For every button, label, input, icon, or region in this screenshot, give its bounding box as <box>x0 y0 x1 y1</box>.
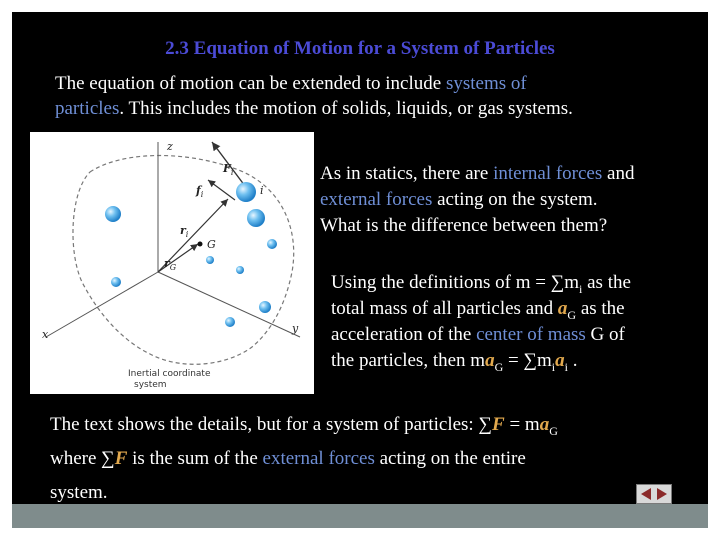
statics-line-2 <box>320 187 598 213</box>
accel-sub-4: G <box>549 423 558 438</box>
next-slide-icon[interactable] <box>655 487 669 501</box>
particle <box>225 317 235 327</box>
accel-symbol-4: a <box>539 414 550 435</box>
summary-line-2 <box>50 446 526 472</box>
intro-highlight-2: particles <box>55 98 120 119</box>
external-forces-term: external forces <box>320 189 433 210</box>
summary-text-2c: acting on the entire <box>374 448 526 469</box>
def-sum: ∑m <box>550 272 580 293</box>
intro-line-2 <box>55 96 573 122</box>
mass-sub: i <box>551 359 556 374</box>
statics-line-3: What is the difference between them? <box>320 215 608 236</box>
accel-symbol-3: a <box>555 350 565 371</box>
figure-svg <box>30 132 314 394</box>
particle <box>236 266 244 274</box>
intro-text-2: . This includes the motion of solids, liquids, or gas systems. <box>119 98 573 119</box>
slide-title: 2.3 Equation of Motion for a System of Particles <box>165 38 555 59</box>
accel-sub: G <box>567 307 577 322</box>
fi-vector <box>208 180 235 200</box>
def-text-3b: G of <box>585 324 625 345</box>
center-of-mass <box>198 242 203 247</box>
accel-sub-2: G <box>494 359 504 374</box>
accel-symbol-2: a <box>485 350 495 371</box>
external-forces-term-2: external forces <box>262 448 375 469</box>
def-sub: i <box>579 281 583 296</box>
intro-text: The equation of motion can be extended to include <box>55 73 446 94</box>
summary-line-3: system. <box>50 482 108 503</box>
statics-text-2: acting on the system. <box>432 189 598 210</box>
particle <box>206 256 214 264</box>
definitions-line-4 <box>331 348 577 380</box>
summary-text-2: where ∑ <box>50 448 115 469</box>
previous-slide-icon[interactable] <box>639 487 653 501</box>
label-i: i <box>260 184 264 197</box>
def-text-b: as the <box>582 272 631 293</box>
particle <box>267 239 277 249</box>
intro-line-1 <box>55 71 527 97</box>
summary-text-b: = m <box>504 414 540 435</box>
def-text-2b: as the <box>576 298 625 319</box>
accel-symbol: a <box>557 298 568 319</box>
frame-label-2: system <box>134 380 167 390</box>
internal-forces-term: internal forces <box>493 163 603 184</box>
force-symbol: F <box>492 414 505 435</box>
label-fi: $f_i$ <box>196 184 204 199</box>
statics-text: As in statics, there are <box>320 163 494 184</box>
center-of-mass-term: center of mass <box>476 324 586 345</box>
force-symbol-2: F <box>114 448 128 469</box>
statics-text-end: and <box>602 163 635 184</box>
label-x: x <box>42 328 49 341</box>
accel-sub-3: i <box>564 359 568 374</box>
def-text-4: the particles, then m <box>331 350 486 371</box>
label-y: y <box>292 322 299 335</box>
summary-text: The text shows the details, but for a system of particles: ∑ <box>50 414 493 435</box>
bottom-bar <box>12 504 708 528</box>
label-G: G <box>207 238 216 251</box>
intro-highlight: systems of <box>445 73 527 94</box>
particle <box>259 301 271 313</box>
label-z: z <box>167 140 173 153</box>
def-text: Using the definitions of m = <box>331 272 551 293</box>
def-text-4c: . <box>567 350 578 371</box>
particle <box>105 206 121 222</box>
particle-i <box>236 182 256 202</box>
x-axis <box>46 272 158 337</box>
particle <box>247 209 265 227</box>
def-text-4b: = ∑m <box>503 350 552 371</box>
slide-navigation <box>636 484 672 504</box>
summary-text-2b: is the sum of the <box>127 448 263 469</box>
y-axis <box>158 272 300 337</box>
label-rG: $r_G$ <box>164 257 177 272</box>
def-text-3: acceleration of the <box>331 324 477 345</box>
particle-system-figure <box>30 132 314 394</box>
definitions-line-3 <box>331 322 625 348</box>
label-Fi: $F_i$ <box>223 162 234 177</box>
statics-line-1 <box>320 161 634 187</box>
frame-label-1: Inertial coordinate <box>128 369 211 379</box>
particle <box>111 277 121 287</box>
summary-line-1 <box>50 412 558 444</box>
label-ri: $r_i$ <box>180 224 189 239</box>
def-text-2: total mass of all particles and <box>331 298 558 319</box>
